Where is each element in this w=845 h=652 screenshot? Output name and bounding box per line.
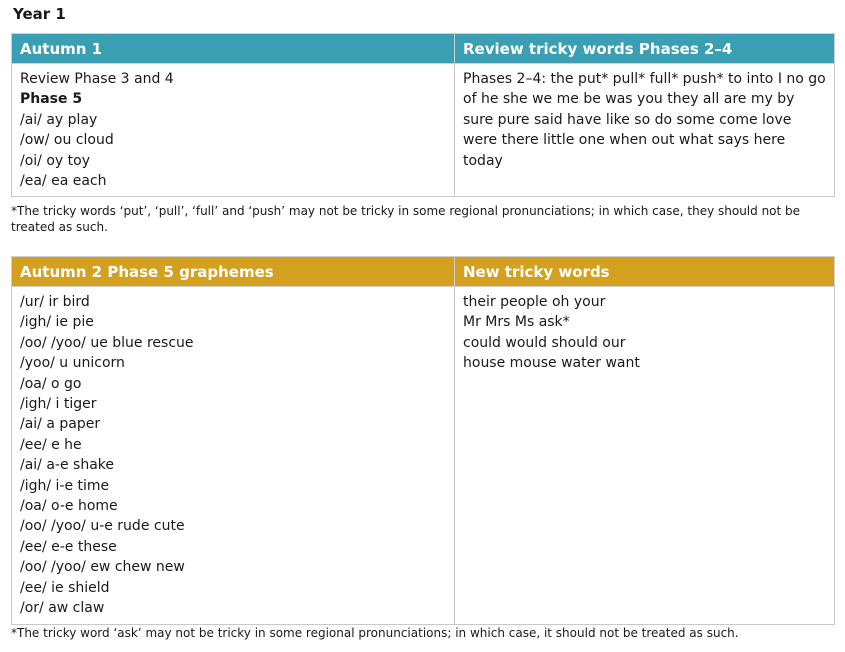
autumn2-graphemes-cell bbox=[12, 287, 455, 625]
list-item: /igh/ ie pie bbox=[20, 314, 94, 331]
list-item: /oo/ /yoo/ ue blue rescue bbox=[20, 334, 194, 351]
list-item: /igh/ i tiger bbox=[20, 396, 97, 413]
list-item: /oi/ oy toy bbox=[20, 152, 90, 169]
tricky-words-text: Phases 2–4: the put* pull* full* push* to into I no go of he she we me be was you they all are my by sure pure said have like so do some come love were there little one when out what says here today bbox=[463, 71, 826, 169]
autumn1-footnote: *The tricky words ‘put’, ‘pull’, ‘full’ and ‘push’ may not be tricky in some regional pronunciations; in which case, they should not be treated as such. bbox=[11, 204, 801, 234]
new-tricky-words-header: New tricky words bbox=[455, 257, 835, 287]
review-tricky-words-header: Review tricky words Phases 2–4 bbox=[455, 34, 835, 64]
list-item: /igh/ i-e time bbox=[20, 477, 110, 494]
list-item: /ur/ ir bird bbox=[20, 294, 90, 310]
review-tricky-words-cell bbox=[455, 64, 835, 197]
page-title: Year 1 bbox=[13, 5, 66, 23]
phase-heading: Phase 5 bbox=[20, 91, 83, 108]
list-item: /oo/ /yoo/ ew chew new bbox=[20, 559, 185, 576]
list-item: /oo/ /yoo/ u-e rude cute bbox=[20, 518, 185, 535]
autumn2-table bbox=[11, 256, 835, 625]
autumn2-footnote: *The tricky word ‘ask’ may not be tricky in some regional pronunciations; in which case, it should not be treated as such. bbox=[11, 626, 739, 640]
list-item: /ee/ e-e these bbox=[20, 538, 117, 555]
autumn1-header-row bbox=[12, 34, 835, 64]
list-item: /ai/ a-e shake bbox=[20, 457, 115, 474]
list-item: Mr Mrs Ms ask* bbox=[463, 314, 570, 331]
list-item: house mouse water want bbox=[463, 355, 640, 372]
list-item: /ai/ a paper bbox=[20, 416, 101, 433]
list-item: /ee/ ie shield bbox=[20, 579, 110, 596]
list-item: /ea/ ea each bbox=[20, 173, 107, 190]
list-item: their people oh your bbox=[463, 294, 606, 310]
list-item: could would should our bbox=[463, 334, 626, 351]
list-item: /ow/ ou cloud bbox=[20, 132, 114, 149]
autumn2-header-row bbox=[12, 257, 835, 287]
list-item: /ee/ e he bbox=[20, 436, 82, 453]
list-item: /ai/ ay play bbox=[20, 111, 98, 128]
list-item: Review Phase 3 and 4 bbox=[20, 71, 174, 87]
autumn1-table bbox=[11, 33, 835, 197]
list-item: /yoo/ u unicorn bbox=[20, 355, 125, 372]
list-item: /oa/ o-e home bbox=[20, 498, 118, 515]
new-tricky-words-cell bbox=[455, 287, 835, 625]
autumn1-content-row bbox=[12, 64, 835, 197]
autumn1-graphemes-cell bbox=[12, 64, 455, 197]
autumn2-content-row bbox=[12, 287, 835, 625]
list-item: /oa/ o go bbox=[20, 375, 82, 392]
autumn1-header: Autumn 1 bbox=[12, 34, 455, 64]
autumn2-header: Autumn 2 Phase 5 graphemes bbox=[12, 257, 455, 287]
list-item: /or/ aw claw bbox=[20, 600, 105, 617]
